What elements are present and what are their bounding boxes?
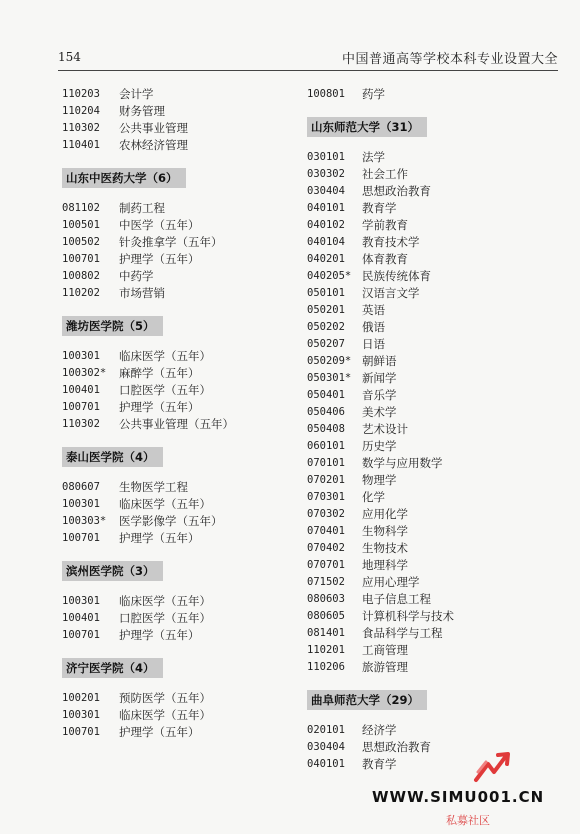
university-section <box>307 103 557 676</box>
major-row <box>62 348 292 365</box>
major-code: 050408 <box>307 423 345 435</box>
university-section <box>62 433 292 547</box>
major-name: 针灸推拿学（五年） <box>119 235 223 249</box>
major-code: 100701 <box>62 401 100 413</box>
major-row <box>307 557 557 574</box>
major-code: 050406 <box>307 406 345 418</box>
major-code: 070201 <box>307 474 345 486</box>
major-row <box>62 496 292 513</box>
university-section <box>62 644 292 741</box>
major-code: 030101 <box>307 151 345 163</box>
major-row <box>62 234 292 251</box>
university-section <box>62 154 292 302</box>
major-name: 生物医学工程 <box>119 480 188 494</box>
major-name: 朝鲜语 <box>362 354 397 368</box>
major-code: 100701 <box>62 253 100 265</box>
major-name: 护理学（五年） <box>119 400 200 414</box>
major-name: 历史学 <box>362 439 397 453</box>
major-code: 070301 <box>307 491 345 503</box>
major-name: 护理学（五年） <box>119 252 200 266</box>
university-heading: 潍坊医学院（5） <box>62 316 163 336</box>
major-name: 民族传统体育 <box>362 269 431 283</box>
major-row <box>307 268 557 285</box>
major-name: 临床医学（五年） <box>119 594 211 608</box>
major-row <box>307 353 557 370</box>
major-row <box>62 137 292 154</box>
major-row <box>307 421 557 438</box>
major-name: 经济学 <box>362 723 397 737</box>
major-name: 中医学（五年） <box>119 218 200 232</box>
major-code: 050301* <box>307 372 352 384</box>
major-code: 100801 <box>307 88 345 100</box>
major-code: 110302 <box>62 418 100 430</box>
major-row <box>307 608 557 625</box>
major-name: 音乐学 <box>362 388 397 402</box>
university-heading: 曲阜师范大学（29） <box>307 690 427 710</box>
major-name: 预防医学（五年） <box>119 691 211 705</box>
major-name: 生物科学 <box>362 524 408 538</box>
university-heading: 滨州医学院（3） <box>62 561 163 581</box>
major-code: 080607 <box>62 481 100 493</box>
major-code: 030404 <box>307 741 345 753</box>
major-row <box>307 472 557 489</box>
major-name: 农林经济管理 <box>119 138 188 152</box>
major-code: 071502 <box>307 576 345 588</box>
major-code: 070701 <box>307 559 345 571</box>
major-row <box>62 365 292 382</box>
major-row <box>307 404 557 421</box>
major-name: 财务管理 <box>119 104 165 118</box>
university-heading: 泰山医学院（4） <box>62 447 163 467</box>
major-code: 110302 <box>62 122 100 134</box>
major-row <box>307 591 557 608</box>
intro-rows <box>62 86 292 154</box>
major-row <box>62 513 292 530</box>
major-name: 教育技术学 <box>362 235 420 249</box>
major-code: 050209* <box>307 355 352 367</box>
major-row <box>307 659 557 676</box>
major-name: 药学 <box>362 87 385 101</box>
major-row <box>307 642 557 659</box>
major-code: 040101 <box>307 758 345 770</box>
major-code: 040201 <box>307 253 345 265</box>
major-code: 050202 <box>307 321 345 333</box>
university-heading: 济宁医学院（4） <box>62 658 163 678</box>
major-row <box>307 506 557 523</box>
major-row <box>62 593 292 610</box>
major-name: 公共事业管理（五年） <box>119 417 234 431</box>
major-code: 080603 <box>307 593 345 605</box>
major-row <box>307 149 557 166</box>
major-code: 070302 <box>307 508 345 520</box>
major-row <box>62 416 292 433</box>
major-code: 110206 <box>307 661 345 673</box>
watermark <box>372 750 572 830</box>
major-name: 会计学 <box>119 87 154 101</box>
major-row <box>62 120 292 137</box>
major-row <box>62 627 292 644</box>
major-name: 体育教育 <box>362 252 408 266</box>
major-code: 070402 <box>307 542 345 554</box>
major-code: 070401 <box>307 525 345 537</box>
major-name: 麻醉学（五年） <box>119 366 200 380</box>
major-row <box>62 690 292 707</box>
major-name: 生物技术 <box>362 541 408 555</box>
major-name: 旅游管理 <box>362 660 408 674</box>
major-name: 护理学（五年） <box>119 531 200 545</box>
major-row <box>62 217 292 234</box>
major-row <box>62 707 292 724</box>
major-row <box>307 625 557 642</box>
major-name: 应用化学 <box>362 507 408 521</box>
major-code: 081102 <box>62 202 100 214</box>
major-row <box>307 523 557 540</box>
major-name: 日语 <box>362 337 385 351</box>
major-row <box>307 319 557 336</box>
major-code: 100802 <box>62 270 100 282</box>
major-code: 030404 <box>307 185 345 197</box>
major-row <box>307 166 557 183</box>
major-row <box>307 489 557 506</box>
major-code: 100303* <box>62 515 107 527</box>
watermark-logo-icon <box>472 750 512 784</box>
major-row <box>62 610 292 627</box>
major-row <box>62 200 292 217</box>
major-row <box>307 251 557 268</box>
major-name: 思想政治教育 <box>362 184 431 198</box>
major-code: 050207 <box>307 338 345 350</box>
major-row <box>307 438 557 455</box>
major-code: 110203 <box>62 88 100 100</box>
major-name: 护理学（五年） <box>119 725 200 739</box>
book-title: 中国普通高等学校本科专业设置大全 <box>341 52 558 67</box>
major-name: 教育学 <box>362 757 397 771</box>
major-row <box>307 217 557 234</box>
major-row <box>307 200 557 217</box>
major-name: 艺术设计 <box>362 422 408 436</box>
major-code: 081401 <box>307 627 345 639</box>
major-row <box>62 479 292 496</box>
major-name: 制药工程 <box>119 201 165 215</box>
major-code: 040102 <box>307 219 345 231</box>
major-code: 100301 <box>62 350 100 362</box>
major-code: 040205* <box>307 270 352 282</box>
major-code: 100701 <box>62 532 100 544</box>
major-row <box>307 455 557 472</box>
major-name: 物理学 <box>362 473 397 487</box>
university-heading: 山东师范大学（31） <box>307 117 427 137</box>
major-code: 040104 <box>307 236 345 248</box>
major-name: 中药学 <box>119 269 154 283</box>
major-code: 110201 <box>307 644 345 656</box>
major-code: 020101 <box>307 724 345 736</box>
major-code: 100301 <box>62 498 100 510</box>
major-name: 食品科学与工程 <box>362 626 443 640</box>
major-code: 050201 <box>307 304 345 316</box>
major-name: 美术学 <box>362 405 397 419</box>
page-header <box>58 44 558 68</box>
major-row <box>62 382 292 399</box>
major-row <box>307 285 557 302</box>
watermark-url: WWW.SIMU001.CN <box>372 788 545 806</box>
major-name: 英语 <box>362 303 385 317</box>
major-name: 法学 <box>362 150 385 164</box>
major-code: 080605 <box>307 610 345 622</box>
major-row <box>307 574 557 591</box>
major-row <box>307 336 557 353</box>
major-code: 060101 <box>307 440 345 452</box>
major-name: 临床医学（五年） <box>119 497 211 511</box>
major-row <box>307 234 557 251</box>
major-name: 护理学（五年） <box>119 628 200 642</box>
major-row <box>62 86 292 103</box>
major-name: 思想政治教育 <box>362 740 431 754</box>
major-name: 临床医学（五年） <box>119 708 211 722</box>
major-name: 学前教育 <box>362 218 408 232</box>
major-code: 110401 <box>62 139 100 151</box>
major-name: 市场营销 <box>119 286 165 300</box>
major-code: 100701 <box>62 629 100 641</box>
major-name: 临床医学（五年） <box>119 349 211 363</box>
major-name: 口腔医学（五年） <box>119 611 211 625</box>
major-code: 100302* <box>62 367 107 379</box>
major-name: 应用心理学 <box>362 575 420 589</box>
left-column <box>62 86 292 741</box>
major-code: 100301 <box>62 709 100 721</box>
major-code: 030302 <box>307 168 345 180</box>
header-rule <box>58 70 558 71</box>
university-heading: 山东中医药大学（6） <box>62 168 186 188</box>
major-name: 化学 <box>362 490 385 504</box>
major-code: 100401 <box>62 612 100 624</box>
major-code: 100701 <box>62 726 100 738</box>
major-row <box>62 268 292 285</box>
major-code: 100502 <box>62 236 100 248</box>
major-row <box>62 285 292 302</box>
major-row <box>307 387 557 404</box>
major-row <box>307 370 557 387</box>
major-name: 俄语 <box>362 320 385 334</box>
major-row <box>62 251 292 268</box>
major-code: 040101 <box>307 202 345 214</box>
major-code: 050401 <box>307 389 345 401</box>
university-section <box>62 547 292 644</box>
major-row <box>62 399 292 416</box>
major-code: 100301 <box>62 595 100 607</box>
watermark-subtitle: 私募社区 <box>446 814 490 827</box>
major-row <box>307 86 557 103</box>
major-row <box>307 722 557 739</box>
major-code: 050101 <box>307 287 345 299</box>
major-code: 100401 <box>62 384 100 396</box>
major-name: 汉语言文学 <box>362 286 420 300</box>
major-row <box>62 530 292 547</box>
major-row <box>307 302 557 319</box>
major-name: 社会工作 <box>362 167 408 181</box>
major-code: 100201 <box>62 692 100 704</box>
university-section <box>62 302 292 433</box>
major-name: 地理科学 <box>362 558 408 572</box>
major-row <box>307 183 557 200</box>
intro-rows <box>307 86 557 103</box>
major-code: 110204 <box>62 105 100 117</box>
major-name: 口腔医学（五年） <box>119 383 211 397</box>
major-row <box>62 724 292 741</box>
major-row <box>62 103 292 120</box>
major-name: 数学与应用数学 <box>362 456 443 470</box>
major-row <box>307 540 557 557</box>
major-code: 070101 <box>307 457 345 469</box>
page-number: 154 <box>58 50 81 64</box>
right-column <box>307 86 557 773</box>
major-name: 计算机科学与技术 <box>362 609 454 623</box>
major-code: 110202 <box>62 287 100 299</box>
major-name: 医学影像学（五年） <box>119 514 223 528</box>
major-name: 公共事业管理 <box>119 121 188 135</box>
major-name: 新闻学 <box>362 371 397 385</box>
major-name: 教育学 <box>362 201 397 215</box>
major-code: 100501 <box>62 219 100 231</box>
major-name: 电子信息工程 <box>362 592 431 606</box>
major-name: 工商管理 <box>362 643 408 657</box>
